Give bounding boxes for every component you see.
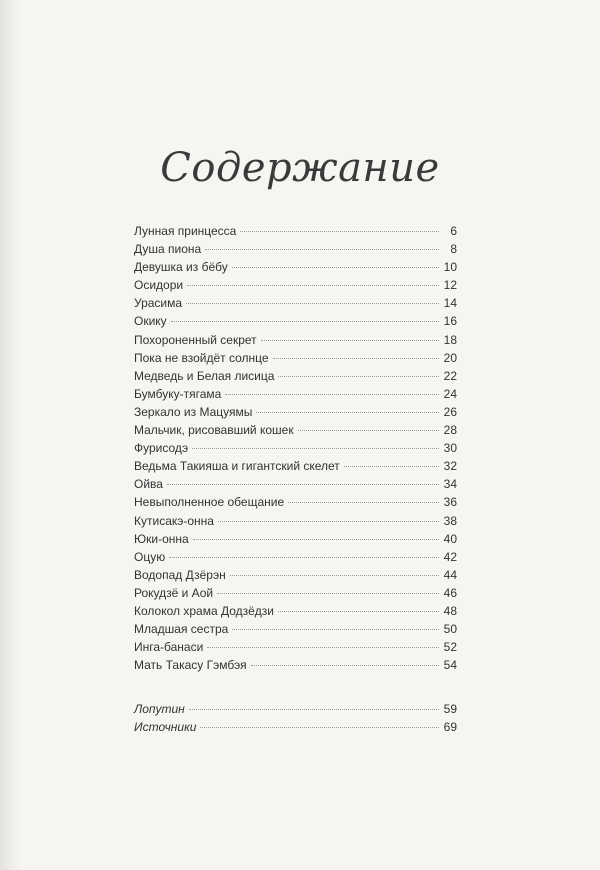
- toc-extra-title: Источники: [134, 720, 197, 735]
- toc-entry: [134, 548, 457, 566]
- toc-entry: [134, 439, 457, 457]
- toc-entry-title: Рокудзё и Аой: [134, 585, 214, 600]
- leader-dots: [256, 412, 439, 413]
- leader-dots: [225, 394, 439, 395]
- leader-dots: [192, 448, 439, 449]
- toc-entry-page: 38: [443, 513, 457, 528]
- toc-entry: [134, 602, 457, 620]
- toc-entry-page: 12: [443, 278, 457, 293]
- page-binding-shadow: [0, 0, 22, 870]
- leader-dots: [167, 484, 439, 485]
- toc-entry-page: 48: [443, 603, 457, 618]
- leader-dots: [207, 647, 439, 648]
- leader-dots: [261, 340, 439, 341]
- toc-extra-title: Лопутин: [134, 702, 185, 717]
- toc-entry: [134, 656, 457, 674]
- toc-entry: [134, 294, 457, 312]
- toc-entry-page: 8: [450, 242, 457, 257]
- toc-entry-page: 10: [443, 260, 457, 275]
- toc-entry-title: Бумбуку-тягама: [134, 386, 222, 401]
- toc-entry-page: 46: [443, 585, 457, 600]
- leader-dots: [232, 629, 439, 630]
- toc-entry-title: Кутисакэ-онна: [134, 513, 214, 528]
- toc-entry-title: Колокол храма Додзёдзи: [134, 603, 275, 618]
- toc-entry: [134, 475, 457, 493]
- toc-entry-page: 14: [443, 296, 457, 311]
- toc-entry: [134, 457, 457, 475]
- section-gap: [134, 674, 457, 700]
- toc-entry-title: Похороненный секрет: [134, 332, 257, 347]
- toc-entry-title: Младшая сестра: [134, 622, 229, 637]
- toc-entry-title: Юки-онна: [134, 531, 189, 546]
- leader-dots: [189, 709, 439, 710]
- leader-dots: [232, 267, 439, 268]
- table-of-contents: [134, 222, 457, 737]
- leader-dots: [218, 521, 439, 522]
- toc-extra-page: 59: [443, 702, 457, 717]
- toc-entry: [134, 421, 457, 439]
- toc-entry: [134, 584, 457, 602]
- toc-entry-title: Душа пиона: [134, 242, 202, 257]
- toc-entry: [134, 512, 457, 530]
- toc-extra-page: 69: [443, 720, 457, 735]
- leader-dots: [298, 430, 439, 431]
- toc-entry-title: Окику: [134, 314, 167, 329]
- toc-entry: [134, 240, 457, 258]
- leader-dots: [273, 358, 439, 359]
- leader-dots: [344, 466, 439, 467]
- toc-entry-page: 44: [443, 567, 457, 582]
- toc-entry-page: 30: [443, 441, 457, 456]
- toc-entry-page: 32: [443, 459, 457, 474]
- toc-entry: [134, 331, 457, 349]
- toc-entry-page: 28: [443, 423, 457, 438]
- leader-dots: [230, 575, 439, 576]
- toc-entry-page: 34: [443, 477, 457, 492]
- leader-dots: [200, 727, 439, 728]
- toc-entry: [134, 493, 457, 511]
- toc-entry: [134, 530, 457, 548]
- toc-entry-page: 18: [443, 332, 457, 347]
- toc-entry-title: Мальчик, рисовавший кошек: [134, 423, 294, 438]
- toc-entry-title: Зеркало из Мацуямы: [134, 404, 253, 419]
- toc-entry-title: Медведь и Белая лисица: [134, 368, 275, 383]
- toc-entry-page: 24: [443, 386, 457, 401]
- leader-dots: [278, 376, 439, 377]
- leader-dots: [169, 557, 439, 558]
- leader-dots: [187, 285, 439, 286]
- page-title: Содержание: [160, 145, 440, 191]
- toc-entry-title: Инга-банаси: [134, 640, 204, 655]
- toc-entry: [134, 638, 457, 656]
- leader-dots: [240, 231, 439, 232]
- toc-entry-page: 54: [443, 658, 457, 673]
- toc-entry-title: Девушка из бёбу: [134, 260, 228, 275]
- toc-extra-entry: [134, 718, 457, 736]
- toc-entry-title: Невыполненное обещание: [134, 495, 285, 510]
- toc-entry: [134, 403, 457, 421]
- toc-entry-title: Водопад Дзёрэн: [134, 567, 226, 582]
- toc-entry-title: Лунная принцесса: [134, 224, 237, 238]
- toc-entry-title: Мать Такасу Гэмбэя: [134, 658, 247, 673]
- leader-dots: [171, 321, 439, 322]
- leader-dots: [288, 502, 439, 503]
- toc-entry-page: 50: [443, 622, 457, 637]
- toc-entry: [134, 276, 457, 294]
- leader-dots: [278, 611, 439, 612]
- toc-entry: [134, 222, 457, 240]
- leader-dots: [251, 665, 439, 666]
- toc-entry-page: 6: [450, 224, 457, 238]
- toc-entry-page: 52: [443, 640, 457, 655]
- toc-entry: [134, 367, 457, 385]
- leader-dots: [217, 593, 439, 594]
- toc-entry: [134, 349, 457, 367]
- toc-entry-page: 36: [443, 495, 457, 510]
- toc-entry-page: 20: [443, 350, 457, 365]
- toc-entry: [134, 620, 457, 638]
- toc-extra-entry: [134, 700, 457, 718]
- toc-entry-title: Урасима: [134, 296, 183, 311]
- toc-entry-page: 16: [443, 314, 457, 329]
- toc-entry-title: Осидори: [134, 278, 184, 293]
- leader-dots: [193, 539, 439, 540]
- toc-entry-title: Оцую: [134, 549, 166, 564]
- toc-entry-page: 22: [443, 368, 457, 383]
- toc-entry: [134, 312, 457, 330]
- toc-entry: [134, 566, 457, 584]
- toc-entry: [134, 385, 457, 403]
- toc-entry-page: 42: [443, 549, 457, 564]
- toc-entry-title: Пока не взойдёт солнце: [134, 350, 269, 365]
- leader-dots: [186, 303, 439, 304]
- toc-entry-page: 40: [443, 531, 457, 546]
- toc-entry: [134, 258, 457, 276]
- toc-entry-title: Фурисодэ: [134, 441, 189, 456]
- toc-entry-title: Ведьма Такияша и гигантский скелет: [134, 459, 340, 474]
- leader-dots: [205, 249, 439, 250]
- toc-entry-page: 26: [443, 404, 457, 419]
- toc-entry-title: Ойва: [134, 477, 163, 492]
